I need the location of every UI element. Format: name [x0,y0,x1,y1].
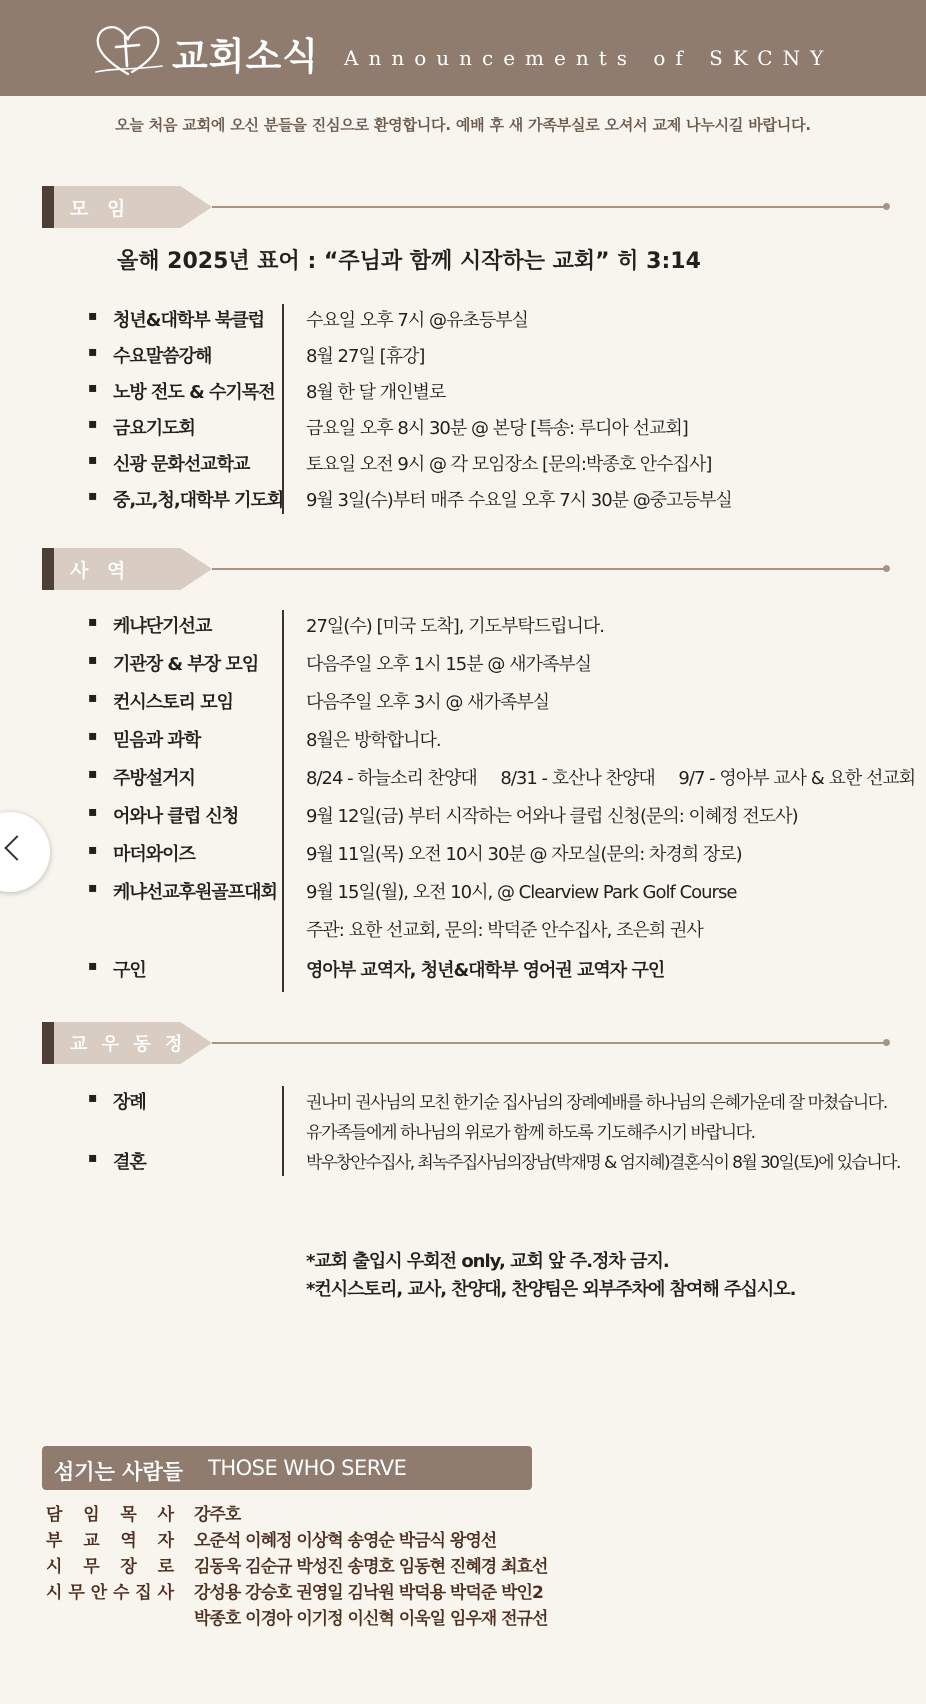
item-detail: 8월 한 달 개인별로 [306,382,446,403]
bullet: ▪ [88,344,98,360]
section-divider-line [212,1042,884,1044]
section-divider-line [212,568,884,570]
serve-role-char: 임 [83,1505,100,1525]
item-name: 마더와이즈 [113,844,195,865]
bullet: ▪ [88,766,98,782]
item-detail: 8/24 - 하늘소리 찬양대 8/31 - 호산나 찬양대 9/7 - 영아부 교사 & 요한 선교회 [306,768,916,789]
list-item-continuation [0,914,926,944]
list-item-continuation [0,1116,926,1146]
bullet: ▪ [88,488,98,504]
serve-role [46,1526,174,1551]
serve-row [46,1526,606,1550]
bullet: ▪ [88,416,98,432]
section-divider-line [212,206,884,208]
bullet: ▪ [88,728,98,744]
serve-role-char: 로 [157,1557,174,1577]
serve-role-char: 담 [46,1505,63,1525]
welcome-message: 오늘 처음 교회에 오신 분들을 진심으로 환영합니다. 예배 후 새 가족부실로 오셔서 교제 나누시길 바랍니다. [115,116,811,134]
bullet: ▪ [88,614,98,630]
item-name: 금요기도회 [113,418,195,439]
item-name: 결혼 [113,1152,146,1173]
bullet: ▪ [88,842,98,858]
serve-row [46,1604,606,1628]
item-name: 믿음과 과학 [113,730,201,751]
header-banner [0,0,926,96]
list-item [0,648,926,678]
item-detail: 권나미 권사님의 모친 한기순 집사님의 장례예배를 하나님의 은혜가운데 잘 마쳤습니다. [306,1093,887,1113]
serve-title-ko: 섬기는 사람들 [54,1460,184,1484]
serve-names: 김동욱 김순규 박성진 송명호 임동현 진혜경 최효선 [194,1557,548,1577]
bullet: ▪ [88,804,98,820]
serve-title-en: THOSE WHO SERVE [208,1456,407,1480]
item-detail: 박우창안수집사, 최녹주집사님의장남(박재명 & 엄지혜)결혼식이 8월 30일(토)에 있습니다. [306,1153,900,1173]
item-detail: 9월 15일(월), 오전 10시, @ Clearview Park Golf Course [306,882,737,903]
serve-role-char: 시 [46,1583,63,1603]
serve-role-char: 무 [68,1583,85,1603]
year-motto: 올해 2025년 표어 : “주님과 함께 시작하는 교회” 히 3:14 [117,249,701,274]
section-divider-dot [883,203,890,210]
serve-role [46,1500,174,1525]
item-name: 구인 [113,960,146,981]
section-label: 모 임 [70,198,132,220]
list-item [0,340,926,370]
bullet: ▪ [88,380,98,396]
serve-role-char: 시 [46,1557,63,1577]
section-marker [42,186,54,228]
column-divider [282,304,284,514]
serve-role-char: 장 [120,1557,137,1577]
serve-row [46,1552,606,1576]
note-line: *교회 출입시 우회전 only, 교회 앞 주.정차 금지. [306,1251,669,1272]
bullet: ▪ [88,690,98,706]
bullet: ▪ [88,1090,98,1106]
item-detail: 8월은 방학합니다. [306,730,441,751]
item-detail: 9월 12일(금) 부터 시작하는 어와나 클럽 신청(문의: 이혜정 전도사) [306,806,798,827]
item-detail: 금요일 오후 8시 30분 @ 본당 [특송: 루디아 선교회] [306,418,688,439]
section-marker [42,1022,54,1064]
list-item [0,304,926,334]
serve-names: 강주호 [194,1505,241,1525]
item-name: 주방설거지 [113,768,195,789]
item-name: 신광 문화선교학교 [113,454,250,475]
item-name: 컨시스토리 모임 [113,692,233,713]
serve-header [42,1446,532,1490]
serve-role-char: 사 [157,1583,174,1603]
section-label: 교 우 동 정 [70,1034,187,1055]
bullet: ▪ [88,880,98,896]
bullet: ▪ [88,1150,98,1166]
item-name: 청년&대학부 북클럽 [113,310,265,331]
item-name: 장례 [113,1092,146,1113]
list-item [0,876,926,906]
list-item [0,484,926,514]
page-subtitle: Announcements of SKCNY [344,46,834,70]
item-detail: 9월 3일(수)부터 매주 수요일 오후 7시 30분 @중고등부실 [306,490,732,511]
bullet: ▪ [88,958,98,974]
serve-row [46,1500,606,1524]
list-item [0,954,926,984]
item-detail: 다음주일 오후 1시 15분 @ 새가족부실 [306,654,592,675]
bullet: ▪ [88,308,98,324]
note-line: *컨시스토리, 교사, 찬양대, 찬양팀은 외부주차에 참여해 주십시오. [306,1279,796,1300]
list-item [0,800,926,830]
list-item [0,610,926,640]
serve-role-char: 자 [157,1531,174,1551]
list-item [0,686,926,716]
list-item [0,1086,926,1116]
bullet: ▪ [88,652,98,668]
item-name: 기관장 & 부장 모임 [113,654,259,675]
item-detail: 다음주일 오후 3시 @ 새가족부실 [306,692,549,713]
list-item [0,448,926,478]
section-header-meetings [42,186,892,228]
serve-names: 박종호 이경아 이기정 이신혁 이욱일 임우재 전규선 [194,1609,548,1629]
item-detail: 주관: 요한 선교회, 문의: 박덕준 안수집사, 조은희 권사 [306,920,703,941]
serve-role-char: 사 [157,1505,174,1525]
serve-role-char: 역 [120,1531,137,1551]
item-name: 케냐선교후원골프대회 [113,882,277,903]
heart-cross-logo-icon [92,22,164,82]
bullet: ▪ [88,452,98,468]
section-label: 사 역 [70,560,132,582]
serve-role-char: 수 [112,1583,130,1603]
item-detail: 영아부 교역자, 청년&대학부 영어권 교역자 구인 [306,960,665,981]
chevron-left-icon [4,835,29,860]
section-header-ministry [42,548,892,590]
serve-role-char: 안 [90,1583,108,1603]
serve-role-char: 집 [135,1583,152,1603]
item-name: 노방 전도 & 수기목전 [113,382,275,403]
serve-role-char: 목 [120,1505,137,1525]
serve-names: 오준석 이혜정 이상혁 송영순 박금식 왕영선 [194,1531,497,1551]
parking-notes [306,1248,795,1304]
section-marker [42,548,54,590]
item-name: 중,고,청,대학부 기도회 [113,490,284,511]
item-detail: 8월 27일 [휴강] [306,346,425,367]
serve-row [46,1578,606,1602]
item-detail: 유가족들에게 하나님의 위로가 함께 하도록 기도해주시기 바랍니다. [306,1123,755,1143]
list-item [0,1146,926,1176]
section-header-members [42,1022,892,1064]
list-item [0,724,926,754]
item-detail: 수요일 오후 7시 @유초등부실 [306,310,528,331]
item-name: 케냐단기선교 [113,616,212,637]
item-detail: 27일(수) [미국 도착], 기도부탁드립니다. [306,616,605,637]
serve-names: 강성용 강승호 권영일 김낙원 박덕용 박덕준 박인2 [194,1583,543,1603]
serve-role-char: 부 [46,1531,63,1551]
section-divider-dot [883,565,890,572]
list-item [0,838,926,868]
item-detail: 토요일 오전 9시 @ 각 모임장소 [문의:박종호 안수집사] [306,454,712,475]
serve-role-char: 교 [83,1531,100,1551]
serve-role [46,1578,174,1603]
list-item [0,412,926,442]
list-item [0,376,926,406]
item-name: 어와나 클럽 신청 [113,806,239,827]
serve-role [46,1552,174,1577]
serve-role-char: 무 [83,1557,100,1577]
list-item [0,762,926,792]
page-title: 교회소식 [172,35,319,78]
section-divider-dot [883,1039,890,1046]
item-name: 수요말씀강해 [113,346,212,367]
item-detail: 9월 11일(목) 오전 10시 30분 @ 자모실(문의: 차경희 장로) [306,844,742,865]
